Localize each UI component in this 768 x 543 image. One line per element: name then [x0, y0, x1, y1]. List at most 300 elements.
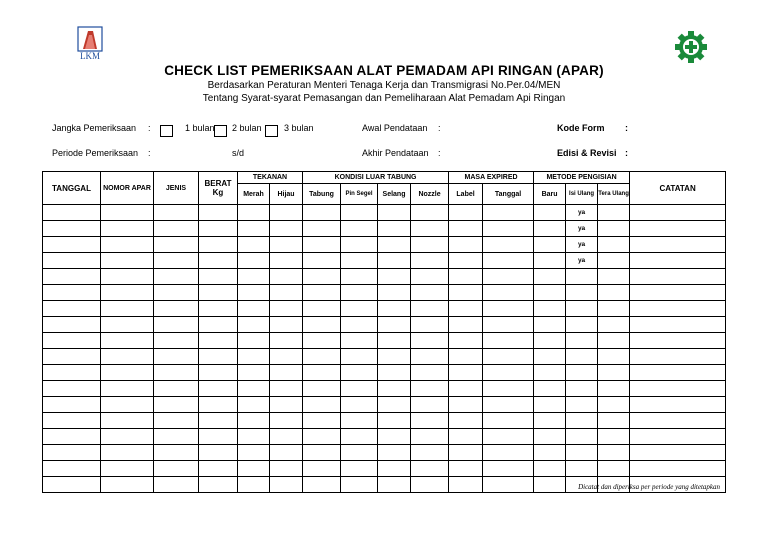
table-cell[interactable] — [449, 269, 483, 285]
table-cell[interactable] — [483, 429, 534, 445]
table-cell[interactable] — [303, 365, 341, 381]
table-cell[interactable] — [341, 365, 378, 381]
table-cell[interactable] — [378, 365, 411, 381]
table-cell[interactable] — [598, 445, 630, 461]
table-cell[interactable] — [534, 269, 566, 285]
table-cell[interactable] — [154, 205, 199, 221]
isi-ulang-cell[interactable]: ya — [566, 205, 598, 221]
table-cell[interactable] — [378, 301, 411, 317]
table-cell[interactable] — [449, 221, 483, 237]
table-cell[interactable] — [449, 461, 483, 477]
table-cell[interactable] — [238, 445, 270, 461]
table-cell[interactable] — [378, 413, 411, 429]
table-cell[interactable] — [630, 397, 726, 413]
table-cell[interactable] — [449, 413, 483, 429]
table-cell[interactable] — [378, 317, 411, 333]
table-cell[interactable] — [270, 413, 303, 429]
table-cell[interactable] — [101, 397, 154, 413]
table-cell[interactable] — [341, 349, 378, 365]
table-cell[interactable] — [534, 413, 566, 429]
table-cell[interactable] — [483, 333, 534, 349]
table-cell[interactable] — [43, 253, 101, 269]
table-cell[interactable] — [238, 397, 270, 413]
table-cell[interactable] — [43, 429, 101, 445]
table-cell[interactable] — [598, 365, 630, 381]
table-cell[interactable] — [449, 381, 483, 397]
table-cell[interactable] — [270, 461, 303, 477]
table-cell[interactable] — [411, 253, 449, 269]
table-cell[interactable] — [303, 269, 341, 285]
table-cell[interactable] — [411, 205, 449, 221]
table-cell[interactable] — [270, 477, 303, 493]
table-cell[interactable] — [630, 413, 726, 429]
table-cell[interactable] — [154, 221, 199, 237]
table-cell[interactable] — [43, 205, 101, 221]
table-cell[interactable] — [43, 365, 101, 381]
header-catatan: CATATAN — [630, 172, 726, 205]
table-cell[interactable] — [199, 461, 238, 477]
table-cell[interactable] — [483, 285, 534, 301]
table-cell[interactable] — [598, 301, 630, 317]
table-cell[interactable] — [238, 285, 270, 301]
table-cell[interactable] — [101, 333, 154, 349]
table-cell[interactable] — [630, 221, 726, 237]
table-cell[interactable] — [154, 237, 199, 253]
table-cell[interactable] — [449, 477, 483, 493]
table-cell[interactable] — [270, 269, 303, 285]
table-cell[interactable] — [199, 301, 238, 317]
isi-ulang-cell[interactable] — [566, 461, 598, 477]
table-cell[interactable] — [43, 221, 101, 237]
table-cell[interactable] — [43, 349, 101, 365]
table-cell[interactable] — [341, 301, 378, 317]
isi-ulang-cell[interactable]: ya — [566, 237, 598, 253]
table-cell[interactable] — [483, 253, 534, 269]
table-cell[interactable] — [534, 365, 566, 381]
table-cell[interactable] — [101, 205, 154, 221]
table-cell[interactable] — [101, 269, 154, 285]
table-cell[interactable] — [341, 333, 378, 349]
option-1-checkbox[interactable] — [160, 122, 173, 140]
table-cell[interactable] — [411, 237, 449, 253]
table-cell[interactable] — [598, 253, 630, 269]
table-cell[interactable] — [199, 221, 238, 237]
table-cell[interactable] — [101, 285, 154, 301]
header-tekanan: TEKANAN — [238, 172, 303, 184]
table-cell[interactable] — [630, 253, 726, 269]
table-cell[interactable] — [630, 301, 726, 317]
table-cell[interactable] — [101, 429, 154, 445]
table-cell[interactable] — [238, 301, 270, 317]
table-cell[interactable] — [630, 205, 726, 221]
table-cell[interactable] — [378, 285, 411, 301]
table-cell[interactable] — [303, 333, 341, 349]
table-cell[interactable] — [411, 413, 449, 429]
table-cell[interactable] — [238, 381, 270, 397]
table-cell[interactable] — [534, 445, 566, 461]
table-cell[interactable] — [199, 381, 238, 397]
header-tanggal-expired: Tanggal — [483, 184, 534, 205]
table-cell[interactable] — [341, 381, 378, 397]
isi-ulang-cell[interactable] — [566, 301, 598, 317]
table-cell[interactable] — [341, 397, 378, 413]
table-cell[interactable] — [449, 365, 483, 381]
table-cell[interactable] — [43, 413, 101, 429]
table-cell[interactable] — [270, 397, 303, 413]
table-cell[interactable] — [411, 221, 449, 237]
table-cell[interactable] — [378, 349, 411, 365]
table-cell[interactable] — [270, 221, 303, 237]
table-cell[interactable] — [341, 445, 378, 461]
isi-ulang-cell[interactable] — [566, 397, 598, 413]
table-cell[interactable] — [630, 237, 726, 253]
table-cell[interactable] — [341, 317, 378, 333]
table-cell[interactable] — [449, 237, 483, 253]
table-cell[interactable] — [378, 333, 411, 349]
table-cell[interactable] — [411, 397, 449, 413]
table-cell[interactable] — [101, 349, 154, 365]
table-cell[interactable] — [154, 445, 199, 461]
table-cell[interactable] — [598, 317, 630, 333]
table-cell[interactable] — [341, 461, 378, 477]
table-cell[interactable] — [378, 381, 411, 397]
table-cell[interactable] — [270, 365, 303, 381]
table-cell[interactable] — [270, 317, 303, 333]
table-cell[interactable] — [483, 381, 534, 397]
table-cell[interactable] — [534, 237, 566, 253]
table-cell[interactable] — [154, 333, 199, 349]
table-cell[interactable] — [341, 253, 378, 269]
table-cell[interactable] — [598, 461, 630, 477]
table-cell[interactable] — [411, 285, 449, 301]
table-cell[interactable] — [449, 445, 483, 461]
table-cell[interactable] — [449, 301, 483, 317]
table-cell[interactable] — [378, 477, 411, 493]
table-cell[interactable] — [303, 461, 341, 477]
table-cell[interactable] — [598, 349, 630, 365]
table-cell[interactable] — [270, 381, 303, 397]
table-cell[interactable] — [411, 349, 449, 365]
table-cell[interactable] — [199, 237, 238, 253]
table-cell[interactable] — [238, 253, 270, 269]
table-cell[interactable] — [303, 285, 341, 301]
table-cell[interactable] — [534, 253, 566, 269]
isi-ulang-cell[interactable] — [566, 445, 598, 461]
table-cell[interactable] — [101, 237, 154, 253]
table-cell[interactable] — [303, 429, 341, 445]
table-cell[interactable] — [378, 269, 411, 285]
table-row — [43, 413, 726, 429]
table-cell[interactable] — [630, 365, 726, 381]
table-cell[interactable] — [449, 317, 483, 333]
table-cell[interactable] — [630, 349, 726, 365]
table-cell[interactable] — [483, 461, 534, 477]
table-cell[interactable] — [483, 269, 534, 285]
table-cell[interactable] — [378, 221, 411, 237]
table-cell[interactable] — [630, 381, 726, 397]
table-cell[interactable] — [199, 205, 238, 221]
table-cell[interactable] — [534, 317, 566, 333]
table-cell[interactable] — [411, 381, 449, 397]
table-cell[interactable] — [154, 381, 199, 397]
table-cell[interactable] — [238, 477, 270, 493]
table-cell[interactable] — [154, 365, 199, 381]
isi-ulang-cell[interactable] — [566, 333, 598, 349]
table-cell[interactable] — [199, 445, 238, 461]
header-tanggal: TANGGAL — [43, 172, 101, 205]
table-cell[interactable] — [411, 445, 449, 461]
table-cell[interactable] — [101, 477, 154, 493]
table-cell[interactable] — [341, 205, 378, 221]
table-cell[interactable] — [411, 333, 449, 349]
table-cell[interactable] — [483, 301, 534, 317]
table-cell[interactable] — [630, 461, 726, 477]
table-cell[interactable] — [154, 317, 199, 333]
table-cell[interactable] — [303, 477, 341, 493]
table-cell[interactable] — [534, 461, 566, 477]
table-cell[interactable] — [238, 205, 270, 221]
table-cell[interactable] — [598, 285, 630, 301]
table-cell[interactable] — [534, 349, 566, 365]
table-cell[interactable] — [598, 237, 630, 253]
table-cell[interactable] — [101, 301, 154, 317]
table-cell[interactable] — [43, 445, 101, 461]
table-cell[interactable] — [534, 301, 566, 317]
isi-ulang-cell[interactable] — [566, 269, 598, 285]
table-cell[interactable] — [483, 445, 534, 461]
table-cell[interactable] — [630, 285, 726, 301]
table-cell[interactable] — [630, 333, 726, 349]
table-cell[interactable] — [534, 397, 566, 413]
table-cell[interactable] — [270, 205, 303, 221]
table-cell[interactable] — [411, 461, 449, 477]
table-cell[interactable] — [154, 301, 199, 317]
table-cell[interactable] — [43, 381, 101, 397]
table-cell[interactable] — [534, 285, 566, 301]
table-cell[interactable] — [43, 285, 101, 301]
table-cell[interactable] — [449, 349, 483, 365]
table-cell[interactable] — [411, 429, 449, 445]
table-cell[interactable] — [101, 221, 154, 237]
table-cell[interactable] — [43, 237, 101, 253]
table-cell[interactable] — [483, 365, 534, 381]
table-cell[interactable] — [534, 333, 566, 349]
table-cell[interactable] — [378, 237, 411, 253]
table-cell[interactable] — [199, 365, 238, 381]
table-cell[interactable] — [199, 349, 238, 365]
isi-ulang-cell[interactable]: ya — [566, 253, 598, 269]
table-cell[interactable] — [43, 461, 101, 477]
table-cell[interactable] — [341, 221, 378, 237]
table-cell[interactable] — [303, 205, 341, 221]
isi-ulang-cell[interactable] — [566, 349, 598, 365]
table-cell[interactable] — [483, 205, 534, 221]
table-cell[interactable] — [199, 397, 238, 413]
table-cell[interactable] — [378, 429, 411, 445]
isi-ulang-cell[interactable] — [566, 429, 598, 445]
table-row — [43, 461, 726, 477]
table-cell[interactable] — [238, 413, 270, 429]
table-cell[interactable] — [101, 461, 154, 477]
table-cell[interactable] — [199, 333, 238, 349]
isi-ulang-cell[interactable] — [566, 381, 598, 397]
table-cell[interactable] — [378, 253, 411, 269]
table-cell[interactable] — [411, 301, 449, 317]
table-cell[interactable] — [449, 253, 483, 269]
isi-ulang-cell[interactable] — [566, 317, 598, 333]
table-cell[interactable] — [43, 317, 101, 333]
table-cell[interactable] — [101, 381, 154, 397]
table-cell[interactable] — [411, 477, 449, 493]
table-cell[interactable] — [449, 205, 483, 221]
table-cell[interactable] — [154, 413, 199, 429]
table-cell[interactable] — [449, 397, 483, 413]
table-cell[interactable] — [483, 397, 534, 413]
table-cell[interactable] — [378, 461, 411, 477]
isi-ulang-cell[interactable] — [566, 285, 598, 301]
table-cell[interactable] — [411, 269, 449, 285]
table-cell[interactable] — [534, 429, 566, 445]
table-cell[interactable] — [238, 461, 270, 477]
table-cell[interactable] — [378, 445, 411, 461]
table-cell[interactable] — [303, 397, 341, 413]
table-cell[interactable] — [43, 333, 101, 349]
table-cell[interactable] — [43, 397, 101, 413]
table-cell[interactable] — [238, 317, 270, 333]
isi-ulang-cell[interactable] — [566, 365, 598, 381]
table-cell[interactable] — [154, 397, 199, 413]
table-cell[interactable] — [154, 253, 199, 269]
option-3-checkbox[interactable] — [265, 122, 278, 140]
table-cell[interactable] — [154, 477, 199, 493]
table-cell[interactable] — [303, 413, 341, 429]
table-cell[interactable] — [598, 397, 630, 413]
table-cell[interactable] — [341, 285, 378, 301]
table-cell[interactable] — [303, 317, 341, 333]
header-tabung: Tabung — [303, 184, 341, 205]
table-cell[interactable] — [154, 285, 199, 301]
table-cell[interactable] — [238, 237, 270, 253]
table-cell[interactable] — [270, 237, 303, 253]
table-cell[interactable] — [630, 445, 726, 461]
table-cell[interactable] — [378, 397, 411, 413]
table-cell[interactable] — [199, 413, 238, 429]
table-cell[interactable] — [411, 365, 449, 381]
table-cell[interactable] — [449, 333, 483, 349]
table-cell[interactable] — [303, 301, 341, 317]
table-cell[interactable] — [303, 237, 341, 253]
table-cell[interactable] — [598, 413, 630, 429]
table-cell[interactable] — [378, 205, 411, 221]
table-cell[interactable] — [154, 349, 199, 365]
table-cell[interactable] — [303, 445, 341, 461]
table-cell[interactable] — [238, 269, 270, 285]
table-cell[interactable] — [598, 381, 630, 397]
table-cell[interactable] — [270, 349, 303, 365]
table-cell[interactable] — [154, 461, 199, 477]
table-cell[interactable] — [238, 349, 270, 365]
table-cell[interactable] — [199, 429, 238, 445]
table-cell[interactable] — [411, 317, 449, 333]
table-cell[interactable] — [154, 429, 199, 445]
table-cell[interactable] — [101, 253, 154, 269]
table-cell[interactable] — [270, 253, 303, 269]
table-cell[interactable] — [630, 269, 726, 285]
table-cell[interactable] — [341, 477, 378, 493]
table-cell[interactable] — [101, 445, 154, 461]
table-cell[interactable] — [341, 429, 378, 445]
option-2-checkbox[interactable] — [214, 122, 227, 140]
table-cell[interactable] — [43, 301, 101, 317]
table-cell[interactable] — [534, 381, 566, 397]
table-cell[interactable] — [199, 253, 238, 269]
table-cell[interactable] — [199, 269, 238, 285]
table-cell[interactable] — [43, 477, 101, 493]
table-cell[interactable] — [101, 413, 154, 429]
table-cell[interactable] — [630, 317, 726, 333]
table-cell[interactable] — [238, 365, 270, 381]
table-cell[interactable] — [199, 285, 238, 301]
table-cell[interactable] — [598, 221, 630, 237]
table-cell[interactable] — [598, 205, 630, 221]
table-cell[interactable] — [534, 221, 566, 237]
table-cell[interactable] — [270, 429, 303, 445]
table-cell[interactable] — [341, 413, 378, 429]
table-cell[interactable] — [483, 221, 534, 237]
table-cell[interactable] — [449, 429, 483, 445]
table-cell[interactable] — [303, 349, 341, 365]
table-cell[interactable] — [270, 301, 303, 317]
table-cell[interactable] — [303, 221, 341, 237]
table-cell[interactable] — [598, 269, 630, 285]
table-cell[interactable] — [238, 221, 270, 237]
table-cell[interactable] — [199, 477, 238, 493]
table-cell[interactable] — [303, 381, 341, 397]
table-cell[interactable] — [630, 429, 726, 445]
table-cell[interactable] — [483, 317, 534, 333]
table-cell[interactable] — [238, 333, 270, 349]
isi-ulang-cell[interactable] — [566, 413, 598, 429]
kode-form-label: Kode Form — [557, 123, 605, 133]
table-cell[interactable] — [43, 269, 101, 285]
table-cell[interactable] — [101, 317, 154, 333]
table-row — [43, 269, 726, 285]
table-row — [43, 333, 726, 349]
table-row — [43, 221, 726, 237]
isi-ulang-cell[interactable]: ya — [566, 221, 598, 237]
table-cell[interactable] — [154, 269, 199, 285]
table-cell[interactable] — [534, 205, 566, 221]
jangka-colon: : — [148, 123, 151, 133]
table-cell[interactable] — [270, 285, 303, 301]
table-cell[interactable] — [303, 253, 341, 269]
edisi-label: Edisi & Revisi — [557, 148, 617, 158]
page-title: CHECK LIST PEMERIKSAAN ALAT PEMADAM API RINGAN (APAR) — [164, 63, 604, 78]
table-cell[interactable] — [598, 333, 630, 349]
table-cell[interactable] — [101, 365, 154, 381]
table-cell[interactable] — [341, 237, 378, 253]
table-cell[interactable] — [483, 237, 534, 253]
table-cell[interactable] — [598, 429, 630, 445]
table-cell[interactable] — [483, 349, 534, 365]
table-cell[interactable] — [238, 429, 270, 445]
table-cell[interactable] — [449, 285, 483, 301]
table-cell[interactable] — [341, 269, 378, 285]
table-cell[interactable] — [270, 333, 303, 349]
table-cell[interactable] — [270, 445, 303, 461]
table-cell[interactable] — [199, 317, 238, 333]
table-cell[interactable] — [483, 413, 534, 429]
